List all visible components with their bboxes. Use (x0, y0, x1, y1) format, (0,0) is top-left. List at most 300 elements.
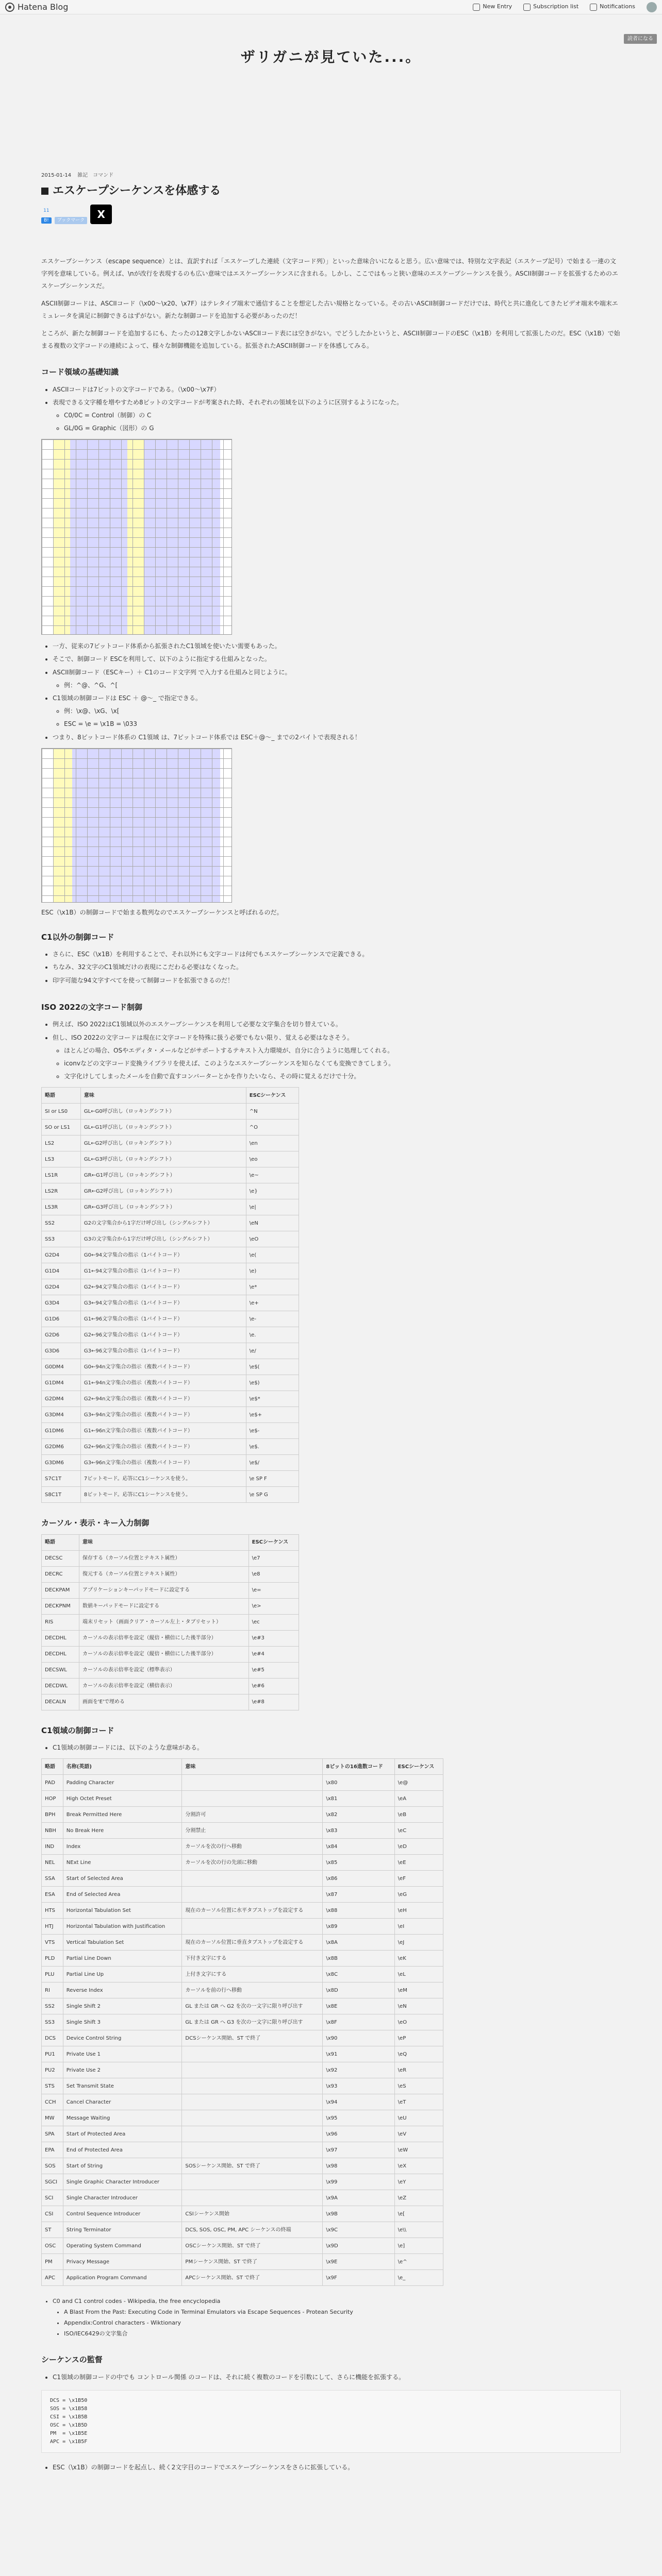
table-row (42, 1967, 443, 1982)
table-cell: ST (42, 2222, 63, 2238)
list-item (53, 396, 621, 435)
code-table-figure-7bit (41, 748, 232, 903)
table-cell: RIS (42, 1614, 79, 1630)
table-cell: 上付き文字にする (182, 1967, 323, 1982)
blog-header (0, 14, 662, 81)
table-cell: DCS (42, 2030, 63, 2046)
table-cell: \eY (394, 2174, 443, 2190)
table-cell: STS (42, 2078, 63, 2094)
table-cell: カーソルの表示倍率を設定（横倍表示） (79, 1678, 249, 1694)
table-cell: \x94 (323, 2094, 394, 2110)
hatena-logo[interactable] (5, 1, 68, 13)
table-cell: PU1 (42, 2046, 63, 2062)
reference-link-text[interactable]: C0 and C1 control codes - Wikipedia, the free encyclopedia (53, 2298, 221, 2305)
table-cell: Privacy Message (63, 2254, 182, 2270)
table-cell: DECSWL (42, 1662, 79, 1678)
table-cell: 画面を'E'で埋める (79, 1694, 249, 1710)
table-cell: MW (42, 2110, 63, 2126)
figure-caption: ESC（\x1B）の制御コードで始まる数列なのでエスケープシーケンスと呼ばれるのだ。 (41, 908, 283, 916)
table-cell (182, 2094, 323, 2110)
reference-link[interactable] (53, 2296, 621, 2340)
table-cell: \eN (394, 1998, 443, 2014)
table-cell: RI (42, 1982, 63, 1998)
table-cell: \eW (394, 2142, 443, 2158)
table-cell: Horizontal Tabulation with Justification (63, 1919, 182, 1935)
table-row (42, 2254, 443, 2270)
subscribe-button[interactable]: 読者になる (624, 34, 657, 44)
post-date[interactable]: 2015-01-14 (41, 173, 72, 178)
table-cell: S8C1T (42, 1487, 81, 1503)
table-cell: \x9C (323, 2222, 394, 2238)
table-cell: G1←96n文字集合の指示（複数バイトコード） (80, 1423, 246, 1439)
intro-paragraph-2: ASCII制御コードは、ASCIIコード（\x00〜\x20、\x7F）はテレタイプ端末で通信することを想定した古い規格となっている。その古いASCII制御コードだけでは、時代と共に進化してきたビデオ端末や端末エミュレータを満足に制御できるはずがない。新たな制御コードを追加する必要があったのだ！ (41, 300, 618, 319)
table-cell: ^O (246, 1120, 299, 1136)
table-cell: Single Graphic Character Introducer (63, 2174, 182, 2190)
table-cell: \eL (394, 1967, 443, 1982)
table-cell: SSA (42, 1871, 63, 1887)
table-cell: Start of Selected Area (63, 1871, 182, 1887)
table-cell: G1D6 (42, 1311, 81, 1327)
notifications-link[interactable] (590, 3, 635, 11)
table-cell: Private Use 1 (63, 2046, 182, 2062)
table-cell: \e> (249, 1598, 299, 1614)
table-cell (182, 2046, 323, 2062)
cursor-table-body (42, 1550, 299, 1710)
list-item: • ちなみ、32文字のC1領域だけの表現にこだわる必要はなくなった。 (53, 961, 621, 974)
table-row (42, 2046, 443, 2062)
table-cell: DCSシーケンス開始、ST で終了 (182, 2030, 323, 2046)
table-cell: カーソルを次の行へ移動 (182, 1839, 323, 1855)
table-cell: 現在のカーソル位置に水平タブストップを設定する (182, 1903, 323, 1919)
table-cell: G1D4 (42, 1263, 81, 1279)
iso2022-table-body (42, 1104, 299, 1503)
table-cell: \e+ (246, 1295, 299, 1311)
table-row (42, 1471, 299, 1487)
table-cell: カーソルを次の行の先頭に移動 (182, 1855, 323, 1871)
table-cell: \x9F (323, 2270, 394, 2286)
bell-icon (590, 4, 597, 11)
table-cell: LS3R (42, 1199, 81, 1215)
table-cell: G3←96文字集合の指示（1バイトコード） (80, 1343, 246, 1359)
table-cell: \eF (394, 1871, 443, 1887)
table-cell (182, 2190, 323, 2206)
table-row (42, 2238, 443, 2254)
table-cell: CCH (42, 2094, 63, 2110)
table-cell: G3の文字集合から1字だけ呼び出し（シングルシフト） (80, 1231, 246, 1247)
column-header: ESCシーケンス (246, 1088, 299, 1104)
c1-list (41, 640, 621, 744)
table-row (42, 1455, 299, 1471)
table-cell: \x8F (323, 2014, 394, 2030)
table-row (42, 2206, 443, 2222)
table-cell: \x84 (323, 1839, 394, 1855)
reference-link[interactable]: • ISO/IEC6429の文字集合 (64, 2329, 621, 2340)
list-item: • C1領域の制御コードには、以下のような意味がある。 (53, 1741, 621, 1754)
table-row (42, 1694, 299, 1710)
table-cell: \x8C (323, 1967, 394, 1982)
table-cell: GL←G0呼び出し（ロッキングシフト） (80, 1104, 246, 1120)
table-cell: 下付き文字にする (182, 1951, 323, 1967)
table-row (42, 1839, 443, 1855)
subscription-link[interactable] (523, 3, 578, 11)
table-row (42, 2158, 443, 2174)
table-row (42, 1136, 299, 1151)
notifications-label: Notifications (600, 3, 635, 10)
list-item: ◦ C0/0C = Control（制御）の C (64, 409, 621, 422)
table-row (42, 1662, 299, 1678)
list-item (53, 1031, 621, 1083)
table-cell: \e- (246, 1311, 299, 1327)
hatena-logo-icon (5, 3, 14, 12)
table-cell: DECDWL (42, 1678, 79, 1694)
table-row (42, 1247, 299, 1263)
section-heading-iso2022: ISO 2022の文字コード制御 (41, 1002, 143, 1012)
table-cell: \eH (394, 1903, 443, 1919)
bookmark-count[interactable]: 11 (43, 208, 49, 213)
list-item: • つまり、8ビットコード体系の C1領域 は、7ビットコード体系では ESC＋@〜_ までの2バイトで表現される！ (53, 731, 621, 744)
table-cell: \e$. (246, 1439, 299, 1455)
column-header: 略語 (42, 1534, 79, 1550)
table-cell: 復元する（カーソル位置とテキスト属性） (79, 1566, 249, 1582)
list-item: • ASCIIコードは7ビットの文字コードである。（\x00〜\x7F） (53, 383, 621, 396)
table-cell (182, 2126, 323, 2142)
article (0, 172, 662, 2474)
table-cell: \e) (246, 1263, 299, 1279)
table-row (42, 1423, 299, 1439)
column-header: ESCシーケンス (394, 1759, 443, 1775)
table-row (42, 2142, 443, 2158)
table-cell: DECRC (42, 1566, 79, 1582)
table-cell: \e#3 (249, 1630, 299, 1646)
table-cell: 分割許可 (182, 1807, 323, 1823)
table-cell: NBH (42, 1823, 63, 1839)
table-cell: LS2R (42, 1183, 81, 1199)
table-row (42, 1887, 443, 1903)
table-cell: SOSシーケンス開始、ST で終了 (182, 2158, 323, 2174)
table-row (42, 1807, 443, 1823)
table-cell: G2D4 (42, 1247, 81, 1263)
table-row (42, 1295, 299, 1311)
table-cell: PAD (42, 1775, 63, 1791)
table-cell: 7ビットモード。応答にC1シーケンスを使う。 (80, 1471, 246, 1487)
list-item: ◦ 例：\x@、\xG、\x[ (64, 705, 621, 718)
table-cell: G2←94文字集合の指示（1バイトコード） (80, 1279, 246, 1295)
table-cell: G1DM4 (42, 1375, 81, 1391)
table-cell: G0DM4 (42, 1359, 81, 1375)
table-cell: LS1R (42, 1167, 81, 1183)
table-row (42, 1935, 443, 1951)
iso2022-list (41, 1018, 621, 1083)
table-cell: ^N (246, 1104, 299, 1120)
table-row (42, 1359, 299, 1375)
table-cell: \e7 (249, 1550, 299, 1566)
new-entry-label: New Entry (483, 3, 512, 10)
table-cell: \eT (394, 2094, 443, 2110)
table-cell (182, 1871, 323, 1887)
table-cell: \e^ (394, 2254, 443, 2270)
table-cell: \eD (394, 1839, 443, 1855)
table-row (42, 2174, 443, 2190)
table-cell: \x85 (323, 1855, 394, 1871)
table-cell: \x91 (323, 2046, 394, 2062)
table-cell: DECDHL (42, 1646, 79, 1662)
table-cell: GL または GR へ G2 を次の一文字に限り呼び出す (182, 1998, 323, 2014)
table-cell: Vertical Tabulation Set (63, 1935, 182, 1951)
table-row (42, 1598, 299, 1614)
table-cell: PM (42, 2254, 63, 2270)
table-cell: SS3 (42, 2014, 63, 2030)
table-cell: G1←94n文字集合の指示（複数バイトコード） (80, 1375, 246, 1391)
table-row (42, 2014, 443, 2030)
table-cell: 分割禁止 (182, 1823, 323, 1839)
table-row (42, 1903, 443, 1919)
table-cell: G2DM4 (42, 1391, 81, 1407)
table-cell: PMシーケンス開始、ST で終了 (182, 2254, 323, 2270)
table-row (42, 1951, 443, 1967)
table-cell: \x8E (323, 1998, 394, 2014)
table-cell: CSI (42, 2206, 63, 2222)
table-cell: SPA (42, 2126, 63, 2142)
table-cell: GL←G1呼び出し（ロッキングシフト） (80, 1120, 246, 1136)
table-cell: \eO (394, 2014, 443, 2030)
table-row (42, 2078, 443, 2094)
list-item-text: 表現できる文字種を増やすため8ビットの文字コードが考案された時、それぞれの領域を以下のように区別するようになった。 (53, 398, 403, 406)
table-cell: \e$( (246, 1359, 299, 1375)
column-header: 意味 (79, 1534, 249, 1550)
table-cell: GL または GR へ G3 を次の一文字に限り呼び出す (182, 2014, 323, 2030)
table-cell: End of Protected Area (63, 2142, 182, 2158)
table-cell: DECKPNM (42, 1598, 79, 1614)
table-cell: SO or LS1 (42, 1120, 81, 1136)
table-cell: ESA (42, 1887, 63, 1903)
table-row (42, 1646, 299, 1662)
table-cell: \e\\ (394, 2222, 443, 2238)
table-cell: SS2 (42, 1215, 81, 1231)
table-cell: \e_ (394, 2270, 443, 2286)
table-cell: \x89 (323, 1919, 394, 1935)
table-cell: \e[ (394, 2206, 443, 2222)
table-cell: SS2 (42, 1998, 63, 2014)
list-item: • 例えば、ISO 2022はC1領域以外のエスケープシーケンスを利用して必要な文字集合を切り替えている。 (53, 1018, 621, 1031)
table-cell: \eO (246, 1231, 299, 1247)
table-cell: NEL (42, 1855, 63, 1871)
column-header: 名称(英語) (63, 1759, 182, 1775)
table-row (42, 2222, 443, 2238)
table-cell: G2DM6 (42, 1439, 81, 1455)
table-cell: \eC (394, 1823, 443, 1839)
table-cell: G3DM6 (42, 1455, 81, 1471)
table-cell: G2←96文字集合の指示（1バイトコード） (80, 1327, 246, 1343)
x-share-icon[interactable]: X (90, 205, 112, 224)
table-cell: Cancel Character (63, 2094, 182, 2110)
table-cell: \x99 (323, 2174, 394, 2190)
table-row (42, 1183, 299, 1199)
table-cell: \eN (246, 1215, 299, 1231)
table-cell: Break Permitted Here (63, 1807, 182, 1823)
list-item: • ESC（\x1B）の制御コードを起点し、続く2文字目のコードでエスケープシーケンスをさらに拡張している。 (53, 2461, 621, 2474)
table-cell: \x8B (323, 1951, 394, 1967)
table-cell: \eA (394, 1791, 443, 1807)
table-cell (182, 2062, 323, 2078)
table-cell: Reverse Index (63, 1982, 182, 1998)
list-item: ◦ GL/0G = Graphic（図形）の G (64, 422, 621, 435)
table-cell: Partial Line Up (63, 1967, 182, 1982)
table-cell: G1DM6 (42, 1423, 81, 1439)
list-item: • そこで、制御コード ESCを利用して、以下のように指定する仕組みとなった。 (53, 653, 621, 666)
table-cell: \eS (394, 2078, 443, 2094)
top-bar (0, 0, 662, 14)
table-cell: GR←G3呼び出し（ロッキングシフト） (80, 1199, 246, 1215)
table-cell: G2D4 (42, 1279, 81, 1295)
table-cell: \e SP G (246, 1487, 299, 1503)
reference-link[interactable]: • A Blast From the Past: Executing Code in Terminal Emulators via Escape Sequences - Protean Security (64, 2307, 621, 2318)
table-cell: G3DM4 (42, 1407, 81, 1423)
table-cell (182, 2110, 323, 2126)
table-cell: GL←G2呼び出し（ロッキングシフト） (80, 1136, 246, 1151)
table-row (42, 1343, 299, 1359)
code-grid (42, 749, 231, 902)
table-cell (182, 1791, 323, 1807)
post-title[interactable] (41, 182, 621, 199)
table-row (42, 1998, 443, 2014)
iso2022-table (41, 1087, 299, 1503)
table-cell: GR←G1呼び出し（ロッキングシフト） (80, 1167, 246, 1183)
table-cell: \e$/ (246, 1455, 299, 1471)
table-cell: High Octet Preset (63, 1791, 182, 1807)
reference-link[interactable]: • Appendix:Control characters - Wiktionary (64, 2318, 621, 2329)
table-cell: \x95 (323, 2110, 394, 2126)
table-cell: G2D6 (42, 1327, 81, 1343)
table-cell: OSCシーケンス開始、ST で終了 (182, 2238, 323, 2254)
bookmark-add-button[interactable]: ブックマーク (55, 217, 87, 224)
intro-paragraph-1: エスケープシーケンス（escape sequence）とは、直訳すれば「エスケープした連続（文字コード列）」といった意味合いになると思う。広い意味では、特別な文字表記（エスケープ記号）で始まる一連の文字列を意味している。例えば、\nが改行を表現するのも広い意味ではエスケープシーケンスに含まれる。しかし、ここではもっと狭い意味のエスケープシーケンスを扱う。ASCII制御コードを拡張するためのエスケープシーケンスだ。 (41, 258, 618, 290)
table-cell: 保存する（カーソル位置とテキスト属性） (79, 1550, 249, 1566)
table-cell: SGCI (42, 2174, 63, 2190)
table-cell: G3←96n文字集合の指示（複数バイトコード） (80, 1455, 246, 1471)
table-cell: カーソルの表示倍率を設定（縦倍・横倍にした後半部分） (79, 1646, 249, 1662)
table-cell: Private Use 2 (63, 2062, 182, 2078)
section-heading-sequence: シーケンスの監督 (41, 2355, 103, 2364)
table-cell: \eP (394, 2030, 443, 2046)
table-row (42, 1167, 299, 1183)
table-cell: \x82 (323, 1807, 394, 1823)
table-row (42, 1982, 443, 1998)
table-row (42, 1791, 443, 1807)
logo-text: Hatena Blog (18, 2, 69, 12)
list-item-text: ASCII制御コード（ESCキー）＋ C1のコード文字列 で入力する仕組みと同じように。 (53, 668, 291, 676)
column-header: 略語 (42, 1759, 63, 1775)
table-row (42, 1919, 443, 1935)
table-cell: \x90 (323, 2030, 394, 2046)
table-cell: GR←G2呼び出し（ロッキングシフト） (80, 1183, 246, 1199)
table-row (42, 1550, 299, 1566)
table-row (42, 1630, 299, 1646)
table-cell: \x9D (323, 2238, 394, 2254)
table-row (42, 2062, 443, 2078)
table-row (42, 1614, 299, 1630)
table-cell: HOP (42, 1791, 63, 1807)
table-cell: \x9A (323, 2190, 394, 2206)
table-cell: Partial Line Down (63, 1951, 182, 1967)
table-cell: \e$- (246, 1423, 299, 1439)
post-category[interactable]: 雑記 コマンド (77, 173, 114, 178)
table-cell: DCS, SOS, OSC, PM, APC シーケンスの終端 (182, 2222, 323, 2238)
table-row (42, 1199, 299, 1215)
table-row (42, 1263, 299, 1279)
table-cell: APCシーケンス開始、ST で終了 (182, 2270, 323, 2286)
user-avatar[interactable] (647, 2, 657, 12)
table-row (42, 1311, 299, 1327)
table-cell: \x9B (323, 2206, 394, 2222)
hatena-bookmark-button[interactable]: B! (41, 217, 52, 224)
table-row (42, 2190, 443, 2206)
table-cell: G0←94文字集合の指示（1バイトコード） (80, 1247, 246, 1263)
table-row (42, 1279, 299, 1295)
table-cell: \eU (394, 2110, 443, 2126)
table-cell: LS3 (42, 1151, 81, 1167)
list-item: • C1領域の制御コードの中でも コントロール関係 のコードは、それに続く複数のコードを引数にして、さらに機能を拡張する。 (53, 2371, 621, 2384)
table-cell: \e#6 (249, 1678, 299, 1694)
table-cell: GL←G3呼び出し（ロッキングシフト） (80, 1151, 246, 1167)
table-cell: カーソルの表示倍率を設定（縦倍・横倍にした後半部分） (79, 1630, 249, 1646)
table-cell: SCI (42, 2190, 63, 2206)
table-cell: \e~ (246, 1167, 299, 1183)
table-cell: 8ビットモード。応答にC1シーケンスを使う。 (80, 1487, 246, 1503)
table-cell: \e. (246, 1327, 299, 1343)
column-header: 8ビットの16進数コード (323, 1759, 394, 1775)
table-cell: Single Shift 2 (63, 1998, 182, 2014)
table-cell: EPA (42, 2142, 63, 2158)
table-cell: \eB (394, 1807, 443, 1823)
table-cell: G3D6 (42, 1343, 81, 1359)
table-cell: SS3 (42, 1231, 81, 1247)
blog-title[interactable]: ザリガニが見ていた...。 (240, 48, 422, 65)
table-row (42, 1566, 299, 1582)
table-row (42, 1855, 443, 1871)
code-grid (42, 439, 231, 634)
table-cell: Index (63, 1839, 182, 1855)
c1-intro-list (41, 1741, 621, 1754)
cursor-table (41, 1534, 299, 1710)
table-cell: Single Character Introducer (63, 2190, 182, 2206)
table-cell: Operating System Command (63, 2238, 182, 2254)
table-cell: \e#5 (249, 1662, 299, 1678)
table-cell: PLU (42, 1967, 63, 1982)
code-area-list (41, 383, 621, 435)
table-cell: G2←94n文字集合の指示（複数バイトコード） (80, 1391, 246, 1407)
new-entry-link[interactable] (473, 3, 512, 11)
table-cell: カーソルの表示倍率を設定（標準表示） (79, 1662, 249, 1678)
table-cell: PU2 (42, 2062, 63, 2078)
table-cell: \e$) (246, 1375, 299, 1391)
table-cell (182, 1775, 323, 1791)
table-cell: \en (246, 1136, 299, 1151)
table-cell: \e( (246, 1247, 299, 1263)
table-cell: 端末リセット（画面クリア・カーソル左上・タブリセット） (79, 1614, 249, 1630)
table-cell: \eV (394, 2126, 443, 2142)
column-header: ESCシーケンス (249, 1534, 299, 1550)
table-cell: G3←94n文字集合の指示（複数バイトコード） (80, 1407, 246, 1423)
table-cell (182, 2174, 323, 2190)
table-cell: DECDHL (42, 1630, 79, 1646)
table-row (42, 1215, 299, 1231)
table-cell: \x93 (323, 2078, 394, 2094)
table-row (42, 1678, 299, 1694)
table-row (42, 1823, 443, 1839)
table-cell: S7C1T (42, 1471, 81, 1487)
table-cell: G1←94文字集合の指示（1バイトコード） (80, 1263, 246, 1279)
table-cell: APC (42, 2270, 63, 2286)
